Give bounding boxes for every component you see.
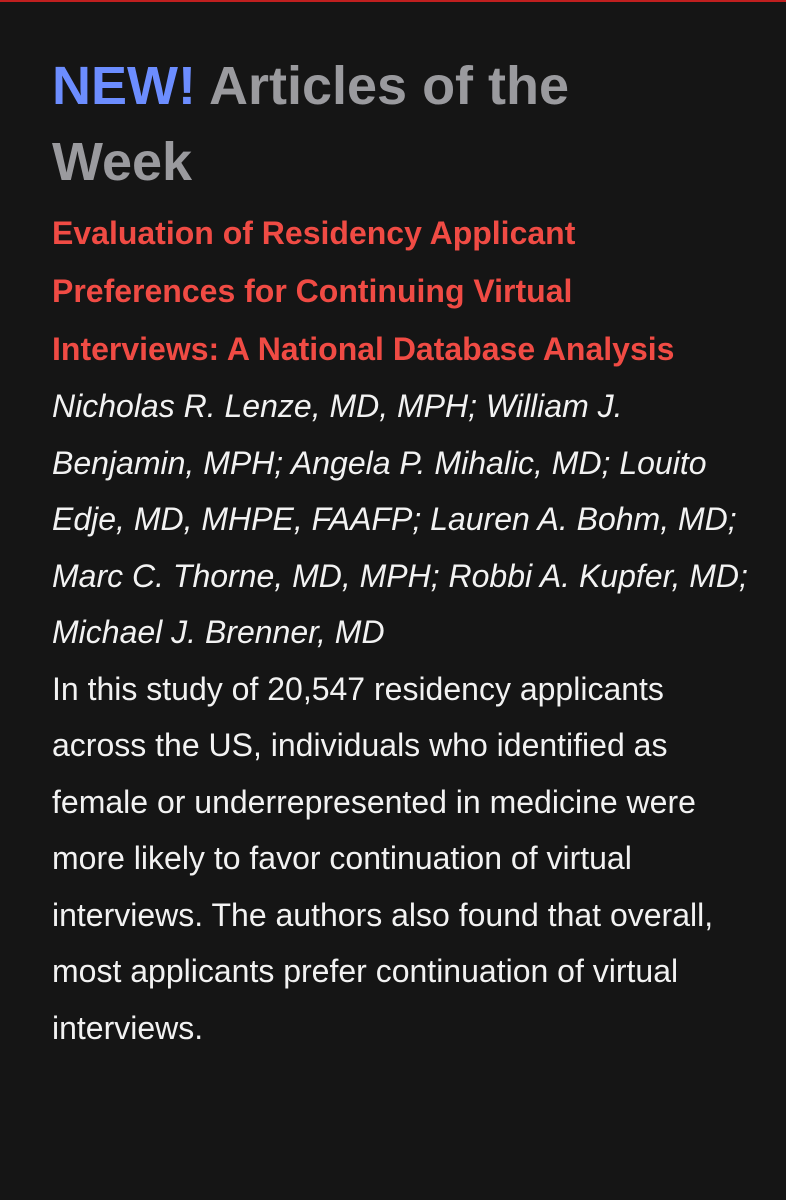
new-badge: NEW! [52, 56, 196, 116]
article-content [52, 48, 752, 1056]
article-summary: In this study of 20,547 residency applicants across the US, individuals who identified as female or underrepresented in medicine were more likely to favor continuation of virtual interviews. The authors also found that overall, most applicants prefer continuation of virtual interviews. [52, 670, 714, 1046]
section-heading [52, 48, 692, 200]
article-title-link[interactable]: Evaluation of Residency Applicant Preferences for Continuing Virtual Interviews: A National Database Analysis [52, 215, 675, 367]
section-title: Articles of the Week [52, 56, 570, 192]
article-authors: Nicholas R. Lenze, MD, MPH; William J. Benjamin, MPH; Angela P. Mihalic, MD; Louito Edje, MD, MHPE, FAAFP; Lauren A. Bohm, MD; Marc C. Thorne, MD, MPH; Robbi A. Kupfer, MD; Michael J. Brenner, MD [52, 388, 748, 650]
